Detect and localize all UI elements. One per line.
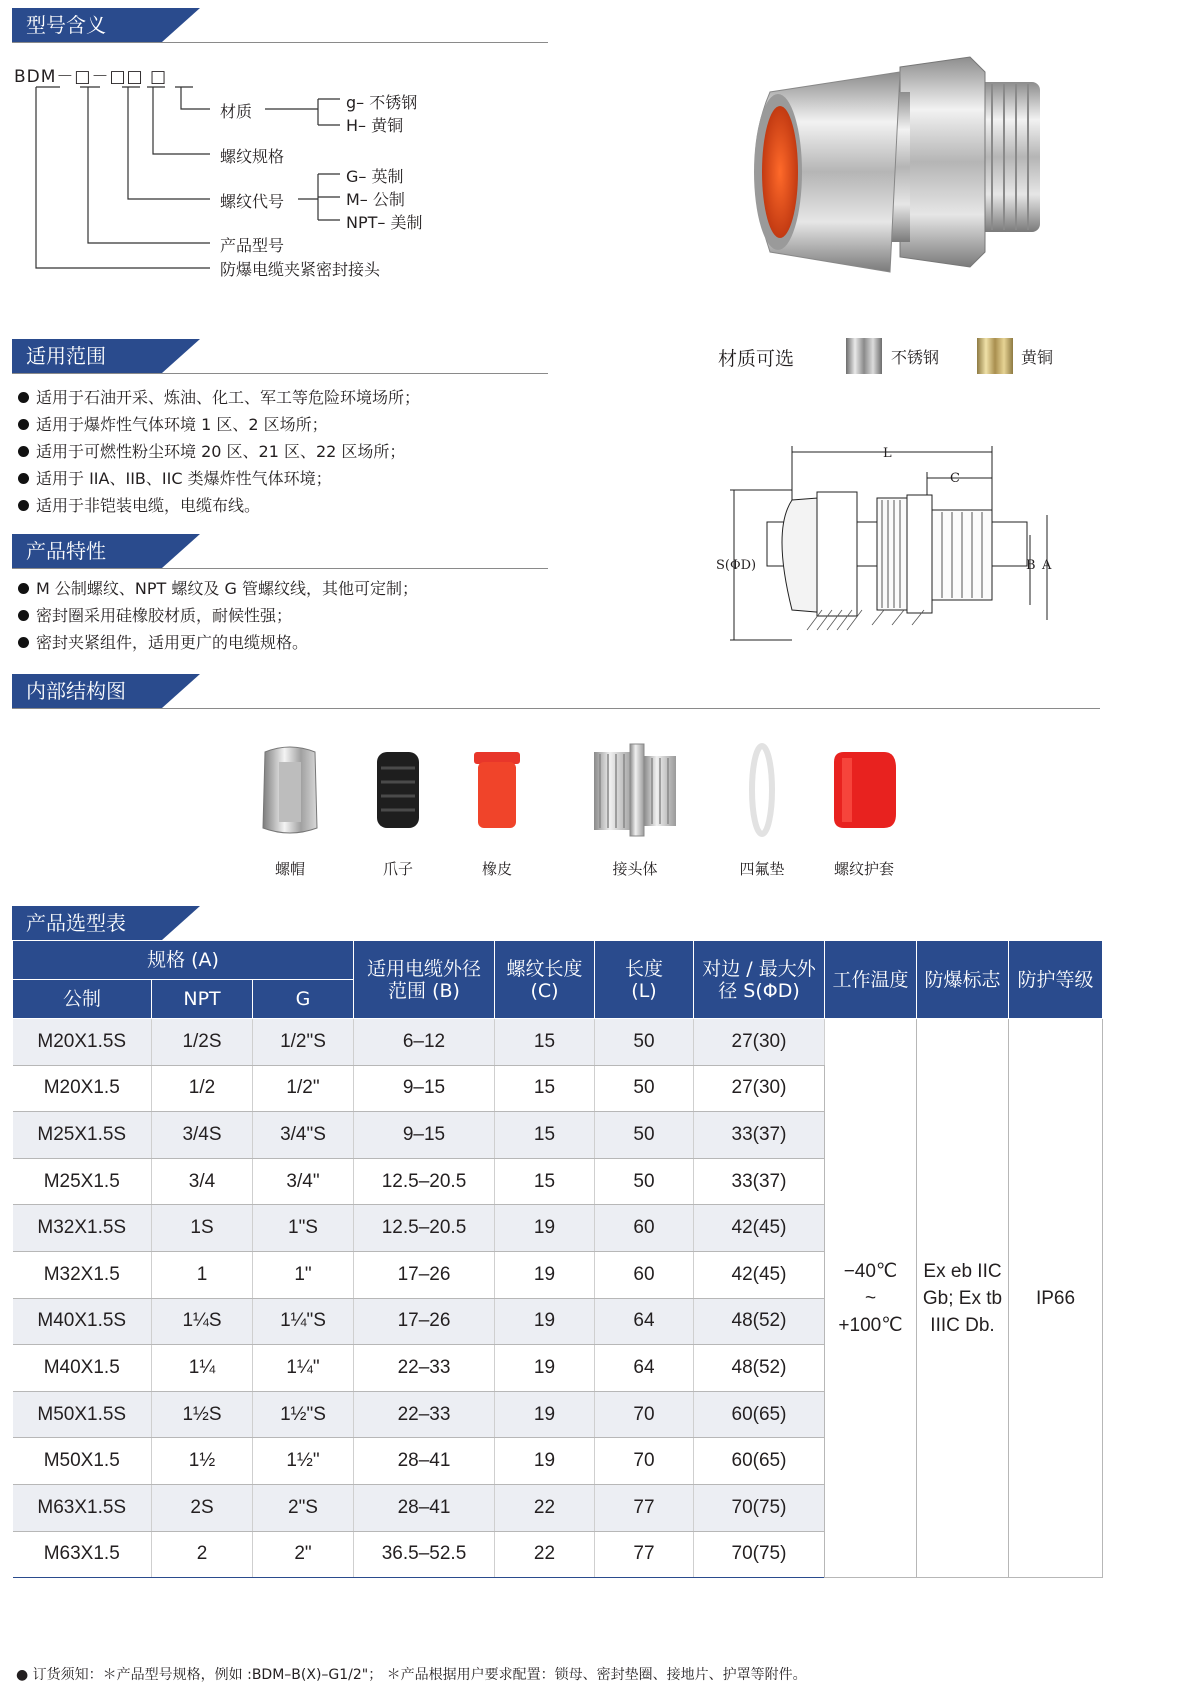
cell-length: 64 [595,1345,694,1392]
header-cable-range: 适用电缆外径 范围 (B) [354,941,495,1019]
cell-metric: M40X1.5S [13,1298,152,1345]
cell-g: 1/2"S [253,1019,354,1066]
connector-body-icon [590,742,680,838]
cell-thread-length: 22 [495,1484,595,1531]
cell-length: 50 [595,1158,694,1205]
cell-thread-length: 19 [495,1298,595,1345]
part-label: 四氟垫 [739,860,785,878]
cell-cable-range: 12.5–20.5 [354,1158,495,1205]
cell-metric: M25X1.5S [13,1112,152,1159]
cell-npt: 1½ [152,1438,253,1485]
cell-thread-length: 19 [495,1438,595,1485]
cell-g: 2"S [253,1484,354,1531]
part-label: 橡皮 [481,860,512,878]
list-item: 适用于可燃性粉尘环境 20 区、21 区、22 区场所； [18,438,420,465]
cell-across-flats: 60(65) [694,1438,825,1485]
cell-g: 1½" [253,1438,354,1485]
cell-across-flats: 42(45) [694,1251,825,1298]
thread-code-label: 螺纹代号 [220,192,285,211]
list-item: 适用于 IIA、IIB、IIC 类爆炸性气体环境； [18,465,420,492]
cell-npt: 3/4 [152,1158,253,1205]
dim-label-l: L [883,446,892,461]
cell-thread-length: 15 [495,1158,595,1205]
cell-npt: 1/2 [152,1065,253,1112]
dim-label-b: B [1026,558,1036,573]
cell-g: 1¼" [253,1345,354,1392]
cell-thread-length: 19 [495,1205,595,1252]
material-choice-brass: 黄铜 [1021,348,1054,367]
cell-npt: 1¼ [152,1345,253,1392]
cell-g: 3/4" [253,1158,354,1205]
material-choice-stainless: 不锈钢 [891,348,940,367]
ptfe-washer-icon [747,742,777,838]
header-spec: 规格 (A) [13,941,354,980]
brass-swatch-icon [977,338,1013,374]
cell-metric: M32X1.5 [13,1251,152,1298]
cell-across-flats: 33(37) [694,1158,825,1205]
cell-ex-marking: Ex eb IIC Gb; Ex tb IIIC Db. [917,1019,1009,1578]
cell-thread-length: 15 [495,1065,595,1112]
cell-across-flats: 70(75) [694,1484,825,1531]
header-ip-rating: 防护等级 [1009,941,1103,1019]
selection-table [12,940,1103,1578]
part-ptfe-washer [720,742,804,879]
header-thread-length: 螺纹长度 (C) [495,941,595,1019]
material-option-stainless: g– 不锈钢 [346,93,418,112]
cell-thread-length: 15 [495,1112,595,1159]
thread-spec-label: 螺纹规格 [220,147,285,166]
dim-label-c: C [950,471,960,486]
part-rubber-seal [453,748,541,879]
table-row [13,1019,1103,1066]
material-option-brass: H– 黄铜 [346,116,404,135]
cell-across-flats: 27(30) [694,1065,825,1112]
material-label: 材质 [220,102,253,121]
cell-g: 1¼"S [253,1298,354,1345]
cell-npt: 3/4S [152,1112,253,1159]
cell-length: 50 [595,1112,694,1159]
model-code: BDM－□－□□ □ [14,67,168,87]
cell-metric: M63X1.5S [13,1484,152,1531]
header-ex-marking: 防爆标志 [917,941,1009,1019]
cell-across-flats: 70(75) [694,1531,825,1578]
dim-label-a: A [1042,558,1052,573]
section-title: 产品选型表 [12,906,162,940]
part-claw [353,748,443,879]
cell-cable-range: 17–26 [354,1251,495,1298]
cell-g: 1"S [253,1205,354,1252]
features-list [18,575,418,656]
part-label: 接头体 [612,860,658,878]
cell-cable-range: 28–41 [354,1438,495,1485]
header-metric: 公制 [13,980,152,1019]
cell-cable-range: 22–33 [354,1391,495,1438]
cell-thread-length: 15 [495,1019,595,1066]
cell-thread-length: 22 [495,1531,595,1578]
order-footnote: ● 订货须知：＊产品型号规格，例如 :BDM–B(X)–G1/2"； ＊产品根据用户要求配置：锁母、密封垫圈、接地片、护罩等附件。 [16,1667,807,1683]
cell-g: 1" [253,1251,354,1298]
cell-length: 50 [595,1019,694,1066]
list-item: 适用于非铠装电缆，电缆布线。 [18,492,420,519]
scope-list [18,384,420,519]
thread-cap-icon [826,748,902,832]
section-title: 型号含义 [12,8,162,42]
cell-cable-range: 17–26 [354,1298,495,1345]
cell-length: 60 [595,1251,694,1298]
cell-cable-range: 22–33 [354,1345,495,1392]
cell-cable-range: 28–41 [354,1484,495,1531]
cell-thread-length: 19 [495,1251,595,1298]
claw-icon [373,748,423,832]
cell-across-flats: 48(52) [694,1298,825,1345]
cell-g: 1/2" [253,1065,354,1112]
cable-gland-photo [740,52,1070,292]
cell-npt: 1/2S [152,1019,253,1066]
cell-thread-length: 19 [495,1391,595,1438]
cell-length: 50 [595,1065,694,1112]
cell-npt: 1½S [152,1391,253,1438]
cell-metric: M20X1.5S [13,1019,152,1066]
list-item: 密封夹紧组件，适用更广的电缆规格。 [18,629,418,656]
cell-cable-range: 36.5–52.5 [354,1531,495,1578]
section-title: 适用范围 [12,339,162,373]
part-label: 螺纹护套 [833,860,894,878]
cell-metric: M50X1.5 [13,1438,152,1485]
cell-cable-range: 9–15 [354,1112,495,1159]
cell-metric: M20X1.5 [13,1065,152,1112]
cap-nut-icon [255,742,325,838]
section-title: 产品特性 [12,534,162,568]
cell-across-flats: 60(65) [694,1391,825,1438]
list-item: 密封圈采用硅橡胶材质，耐候性强； [18,602,418,629]
cell-g: 2" [253,1531,354,1578]
part-label: 爪子 [382,860,413,878]
cell-cable-range: 6–12 [354,1019,495,1066]
cell-npt: 1S [152,1205,253,1252]
cell-metric: M25X1.5 [13,1158,152,1205]
list-item: 适用于爆炸性气体环境 1 区、2 区场所； [18,411,420,438]
cell-g: 3/4"S [253,1112,354,1159]
cell-npt: 2S [152,1484,253,1531]
part-thread-cap [818,748,910,879]
dimension-drawing [712,440,1062,650]
header-across-flats: 对边 / 最大外 径 S(ΦD) [694,941,825,1019]
list-item: M 公制螺纹、NPT 螺纹及 G 管螺纹线，其他可定制； [18,575,418,602]
part-cap-nut [240,742,340,879]
part-connector-body [580,742,690,879]
cell-npt: 1¼S [152,1298,253,1345]
cell-npt: 2 [152,1531,253,1578]
cell-metric: M32X1.5S [13,1205,152,1252]
cell-length: 70 [595,1391,694,1438]
cell-length: 60 [595,1205,694,1252]
cell-length: 77 [595,1484,694,1531]
thread-option-g: G– 英制 [346,167,404,186]
rubber-seal-icon [472,748,522,832]
header-g: G [253,980,354,1019]
product-model-label: 产品型号 [220,236,285,255]
dim-label-s: S(ΦD) [716,558,757,573]
cell-metric: M50X1.5S [13,1391,152,1438]
cell-length: 64 [595,1298,694,1345]
stainless-swatch-icon [846,338,882,374]
cell-npt: 1 [152,1251,253,1298]
cell-across-flats: 42(45) [694,1205,825,1252]
cell-ip-rating: IP66 [1009,1019,1103,1578]
cell-across-flats: 33(37) [694,1112,825,1159]
material-choice-label: 材质可选 [718,348,795,370]
cell-length: 77 [595,1531,694,1578]
cell-across-flats: 48(52) [694,1345,825,1392]
cell-metric: M63X1.5 [13,1531,152,1578]
thread-option-npt: NPT– 美制 [346,213,423,232]
cell-metric: M40X1.5 [13,1345,152,1392]
thread-option-m: M– 公制 [346,190,405,209]
header-temperature: 工作温度 [825,941,917,1019]
cell-g: 1½"S [253,1391,354,1438]
cell-cable-range: 12.5–20.5 [354,1205,495,1252]
product-name-label: 防爆电缆夹紧密封接头 [220,260,381,279]
cell-thread-length: 19 [495,1345,595,1392]
cell-across-flats: 27(30) [694,1019,825,1066]
header-npt: NPT [152,980,253,1019]
cell-length: 70 [595,1438,694,1485]
section-title: 内部结构图 [12,674,162,708]
header-length: 长度 (L) [595,941,694,1019]
part-label: 螺帽 [274,860,305,878]
model-code-diagram [0,0,600,300]
list-item: 适用于石油开采、炼油、化工、军工等危险环境场所； [18,384,420,411]
cell-temperature: −40℃ ~ +100℃ [825,1019,917,1578]
cell-cable-range: 9–15 [354,1065,495,1112]
